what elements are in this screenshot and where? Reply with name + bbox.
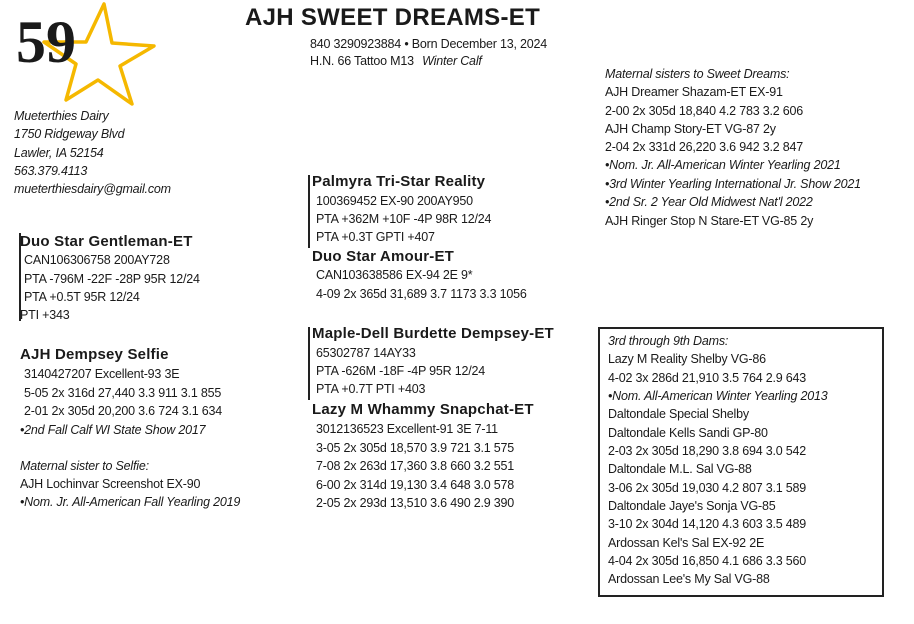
- dams-box-line: Ardossan Lee's My Sal VG-88: [608, 572, 770, 586]
- sire-dam-name: Duo Star Amour-ET: [312, 248, 455, 265]
- dam-line: 3140427207 Excellent-93 3E: [24, 367, 180, 381]
- dam-sire-line: PTA +0.7T PTI +403: [316, 382, 426, 396]
- sire-sire-line: PTA +0.3T GPTI +407: [316, 230, 435, 244]
- dam-sire-name: Maple-Dell Burdette Dempsey-ET: [312, 325, 554, 342]
- maternal-sister-line: 2-00 2x 305d 18,840 4.2 783 3.2 606: [605, 104, 804, 118]
- page-title: AJH SWEET DREAMS-ET: [245, 4, 541, 31]
- dams-box-line: Daltondale Jaye's Sonja VG-85: [608, 499, 776, 513]
- registration-line: 840 3290923884 • Born December 13, 2024: [310, 37, 548, 51]
- breeder-name: Mueterthies Dairy: [14, 109, 109, 123]
- dams-box-line: Daltondale M.L. Sal VG-88: [608, 462, 752, 476]
- dams-box-line: 3-06 2x 305d 19,030 4.2 807 3.1 589: [608, 481, 807, 495]
- dam-dam-line: 3-05 2x 305d 18,570 3.9 721 3.1 575: [316, 441, 515, 455]
- dams-box-line: Ardossan Kel's Sal EX-92 2E: [608, 536, 765, 550]
- sire-line: PTA +0.5T 95R 12/24: [24, 290, 140, 304]
- sire-line: PTI +343: [20, 308, 70, 322]
- dams-box-header: 3rd through 9th Dams:: [608, 334, 729, 348]
- sire-sire-line: PTA +362M +10F -4P 98R 12/24: [316, 212, 492, 226]
- dams-box-line: 4-04 2x 305d 16,850 4.1 686 3.3 560: [608, 554, 807, 568]
- sire-sire-name: Palmyra Tri-Star Reality: [312, 173, 486, 190]
- sire-dam-line: 4-09 2x 365d 31,689 3.7 1173 3.3 1056: [316, 287, 527, 301]
- dam-line: 5-05 2x 316d 27,440 3.3 911 3.1 855: [24, 386, 222, 400]
- maternal-sister-award: •Nom. Jr. All-American Winter Yearling 2021: [605, 158, 841, 172]
- dams-box-line: 2-03 2x 305d 18,290 3.8 694 3.0 542: [608, 444, 807, 458]
- dam-sire-line: PTA -626M -18F -4P 95R 12/24: [316, 364, 486, 378]
- maternal-sister-line: AJH Ringer Stop N Stare-ET VG-85 2y: [605, 214, 814, 228]
- maternal-sister-award: •3rd Winter Yearling International Jr. Show 2021: [605, 177, 861, 191]
- dams-box-line: 4-02 3x 286d 21,910 3.5 764 2.9 643: [608, 371, 807, 385]
- dams-box-award: •Nom. All-American Winter Yearling 2013: [608, 389, 828, 403]
- dam-sister-header: Maternal sister to Selfie:: [20, 459, 149, 473]
- lot-number: 59: [16, 9, 76, 75]
- dam-award: •2nd Fall Calf WI State Show 2017: [20, 423, 206, 437]
- breeder-email: mueterthiesdairy@gmail.com: [14, 182, 171, 196]
- breeder-city: Lawler, IA 52154: [14, 146, 104, 160]
- dam-line: 2-01 2x 305d 20,200 3.6 724 3.1 634: [24, 404, 223, 418]
- dam-sire-bracket: [308, 327, 310, 400]
- maternal-sister-line: AJH Dreamer Shazam-ET EX-91: [605, 85, 783, 99]
- dams-box-line: Lazy M Reality Shelby VG-86: [608, 352, 766, 366]
- dams-box-line: Daltondale Kells Sandi GP-80: [608, 426, 768, 440]
- dam-dam-line: 6-00 2x 314d 19,130 3.4 648 3.0 578: [316, 478, 515, 492]
- breeder-address: 1750 Ridgeway Blvd: [14, 127, 125, 141]
- dam-sister-name: AJH Lochinvar Screenshot EX-90: [20, 477, 201, 491]
- dam-dam-line: 3012136523 Excellent-91 3E 7-11: [316, 422, 498, 436]
- sire-name: Duo Star Gentleman-ET: [20, 233, 193, 250]
- sire-line: PTA -796M -22F -28P 95R 12/24: [24, 272, 200, 286]
- hn-line: [310, 53, 482, 70]
- dams-box-line: 3-10 2x 304d 14,120 4.3 603 3.5 489: [608, 517, 807, 531]
- dam-sister-award: •Nom. Jr. All-American Fall Yearling 2019: [20, 495, 241, 509]
- sire-sire-bracket: [308, 175, 310, 248]
- dams-box-line: Daltondale Special Shelby: [608, 407, 749, 421]
- sire-dam-line: CAN103638586 EX-94 2E 9*: [316, 268, 473, 282]
- sire-sire-line: 100369452 EX-90 200AY950: [316, 194, 473, 208]
- maternal-sister-line: AJH Champ Story-ET VG-87 2y: [605, 122, 776, 136]
- dam-dam-line: 7-08 2x 263d 17,360 3.8 660 3.2 551: [316, 459, 515, 473]
- dam-name: AJH Dempsey Selfie: [20, 346, 169, 363]
- sire-line: CAN106306758 200AY728: [24, 253, 170, 267]
- breeder-phone: 563.379.4113: [14, 164, 88, 178]
- class-label: Winter Calf: [422, 54, 482, 68]
- maternal-sisters-header: Maternal sisters to Sweet Dreams:: [605, 67, 790, 81]
- hn-tattoo: H.N. 66 Tattoo M13: [310, 54, 414, 68]
- maternal-sister-award: •2nd Sr. 2 Year Old Midwest Nat'l 2022: [605, 195, 813, 209]
- dam-sire-line: 65302787 14AY33: [316, 346, 416, 360]
- maternal-sister-line: 2-04 2x 331d 26,220 3.6 942 3.2 847: [605, 140, 804, 154]
- dam-dam-line: 2-05 2x 293d 13,510 3.6 490 2.9 390: [316, 496, 515, 510]
- dam-dam-name: Lazy M Whammy Snapchat-ET: [312, 401, 534, 418]
